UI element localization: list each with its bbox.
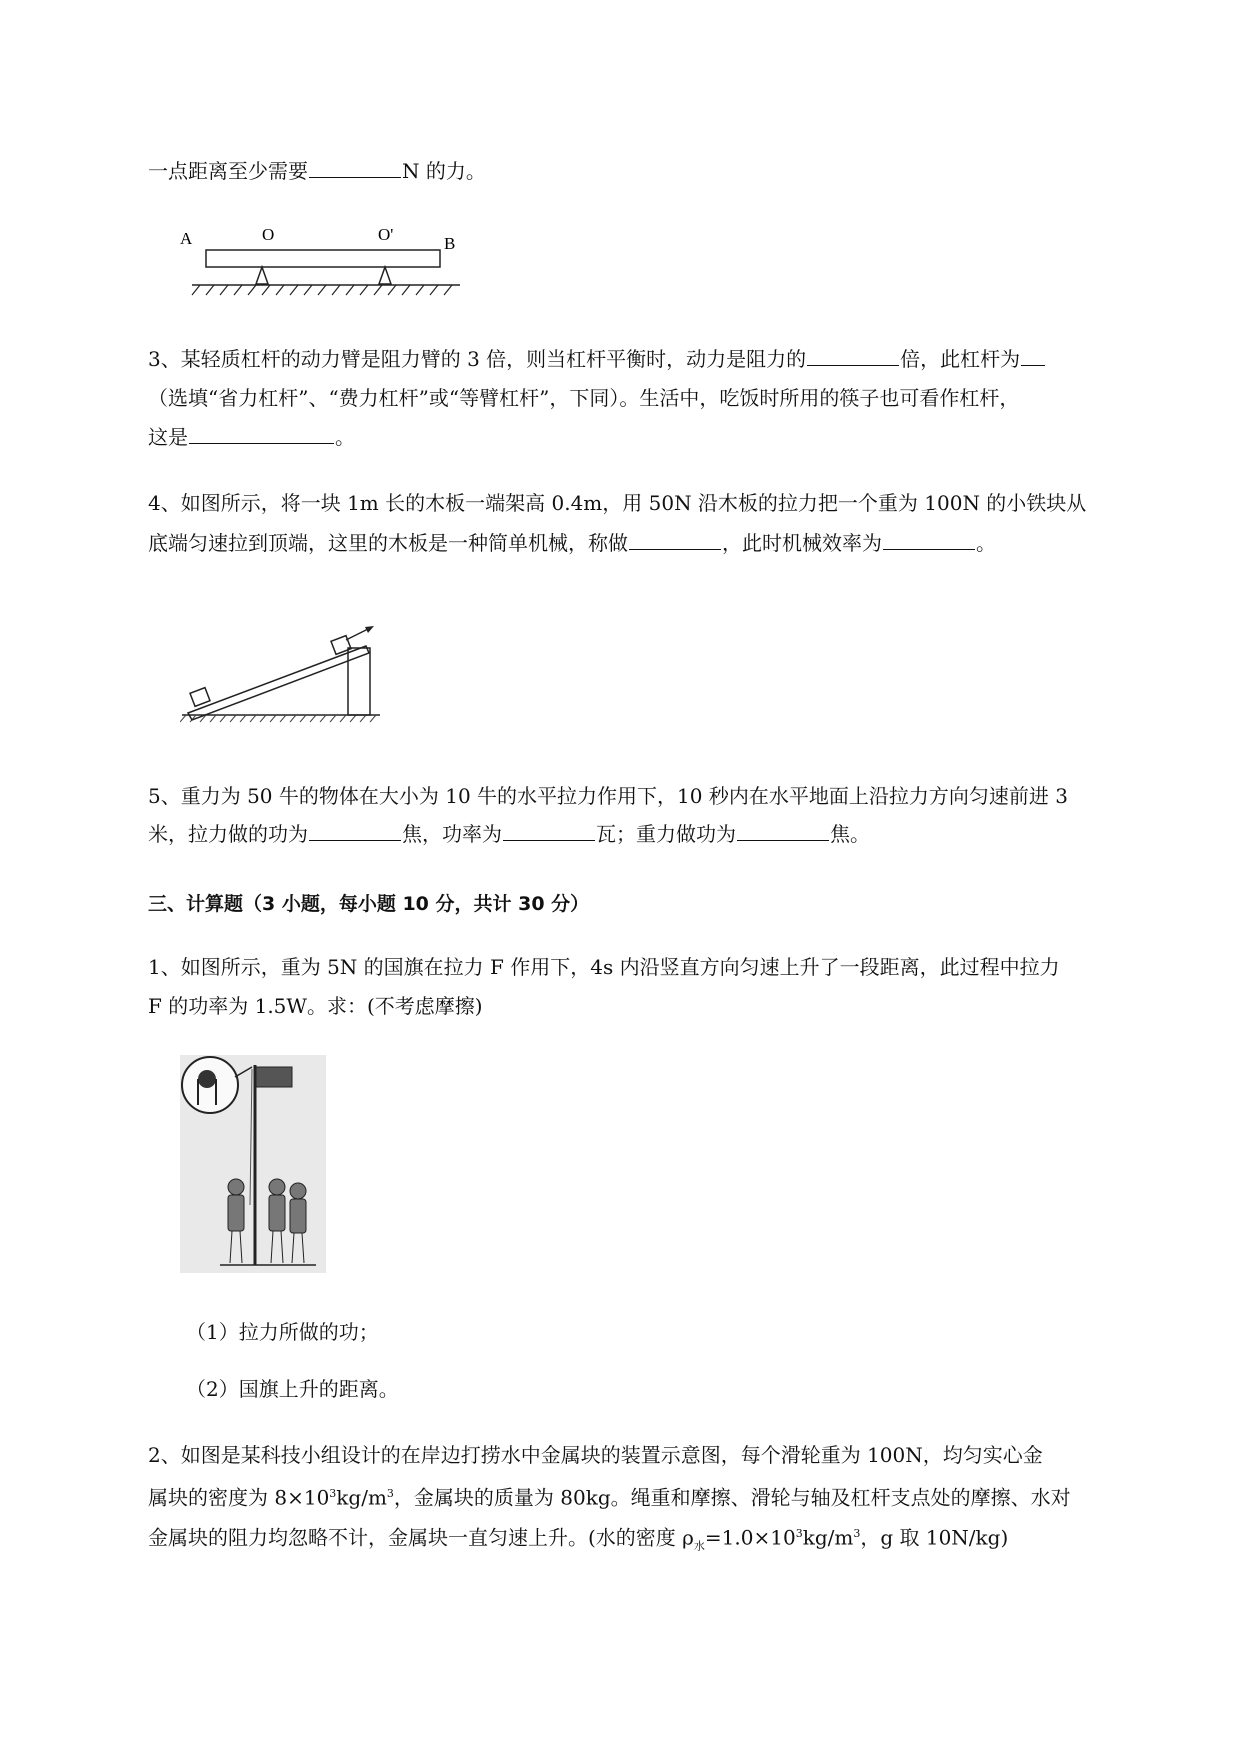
q3-line2 (148, 384, 1019, 412)
q5-line2 (148, 820, 870, 848)
lever-label-o2: O' (378, 225, 394, 244)
q5-text-4: 瓦；重力做功为 (596, 822, 736, 846)
superscript: 3 (795, 1527, 803, 1540)
q4-text-3: ，此时机械效率为 (722, 531, 882, 555)
incline-figure (180, 608, 380, 733)
answer-blank (1021, 345, 1045, 366)
ground-hatching (180, 715, 376, 722)
q4-text-4: 。 (976, 531, 996, 555)
top-line-after: N 的力。 (402, 159, 486, 183)
q4-text-2: 底端匀速拉到顶端，这里的木板是一种简单机械，称做 (148, 531, 628, 555)
lever-beam (206, 250, 440, 267)
c1-line2 (148, 992, 483, 1020)
fulcrum-o2 (379, 267, 391, 284)
c2-text-8: ，g 取 10N/kg) (860, 1525, 1009, 1550)
q3-text-4: 这是 (148, 425, 188, 449)
c2-text-2: 属块的密度为 8×10 (148, 1485, 330, 1510)
q5-line1 (148, 782, 1068, 810)
superscript: 3 (329, 1487, 337, 1500)
q3-line3 (148, 423, 355, 451)
c1-text-2: F 的功率为 1.5W。求：(不考虑摩擦) (148, 994, 483, 1018)
fulcrum-o (256, 267, 268, 284)
q5-text-3: 焦，功率为 (402, 822, 502, 846)
top-line (148, 157, 486, 185)
lever-label-a: A (180, 229, 193, 248)
c2-text-3: kg/m (336, 1485, 387, 1510)
lever-figure (178, 222, 468, 302)
c2-text-6: =1.0×10 (704, 1525, 796, 1550)
superscript: 3 (853, 1527, 861, 1540)
c2-line1 (148, 1441, 1043, 1469)
answer-blank (883, 529, 975, 550)
q5-text-2: 米，拉力做的功为 (148, 822, 308, 846)
q5-text-1: 5、重力为 50 牛的物体在大小为 10 牛的水平拉力作用下，10 秒内在水平地面上沿拉力方向匀速前进 3 (148, 784, 1068, 808)
q4-line1 (148, 489, 1086, 517)
lever-label-o: O (262, 225, 275, 244)
pulley-icon (198, 1070, 216, 1088)
ground-hatching (192, 285, 452, 295)
wooden-board (188, 646, 369, 720)
q3-line1 (148, 345, 1046, 373)
top-line-before: 一点距离至少需要 (148, 159, 308, 183)
c1-text-1: 1、如图所示，重为 5N 的国旗在拉力 F 作用下，4s 内沿竖直方向匀速上升了一段距离，此过程中拉力 (148, 955, 1060, 979)
c2-line3 (148, 1520, 1008, 1561)
q4-text-1: 4、如图所示，将一块 1m 长的木板一端架高 0.4m，用 50N 沿木板的拉力把一个重为 100N 的小铁块从 (148, 491, 1087, 515)
c2-text-4: ，金属块的质量为 80kg。绳重和摩擦、滑轮与轴及杠杆支点处的摩擦、水对 (393, 1485, 1071, 1510)
block-bottom (190, 688, 210, 707)
answer-blank (807, 345, 899, 366)
flag-figure (180, 1055, 326, 1273)
flag (256, 1067, 292, 1087)
c2-text-1: 2、如图是某科技小组设计的在岸边打捞水中金属块的装置示意图，每个滑轮重为 100N，均匀实心金 (148, 1443, 1043, 1467)
q3-text-2: 倍，此杠杆为 (900, 347, 1021, 371)
answer-blank (629, 529, 721, 550)
q3-text-1: 3、某轻质杠杆的动力臂是阻力臂的 3 倍，则当杠杆平衡时，动力是阻力的 (148, 347, 807, 371)
q4-line2 (148, 529, 996, 557)
answer-blank (309, 157, 401, 178)
section-heading: 三、计算题（3 小题，每小题 10 分，共计 30 分） (148, 893, 590, 915)
answer-blank (737, 820, 829, 841)
answer-blank (503, 820, 595, 841)
c1-sub2: （2）国旗上升的距离。 (186, 1377, 399, 1401)
answer-blank (189, 423, 334, 444)
c2-line2 (148, 1480, 1071, 1512)
support-post (348, 648, 370, 715)
c2-text-7: kg/m (802, 1525, 854, 1550)
superscript: 3 (386, 1487, 394, 1500)
q3-text-3: （选填“省力杠杆”、“费力杠杆”或“等臂杠杆”，下同）。生活中，吃饭时所用的筷子也可看作杠杆， (148, 386, 1020, 410)
c1-line1 (148, 953, 1060, 981)
c2-text-5: 金属块的阻力均忽略不计，金属块一直匀速上升。(水的密度 ρ (148, 1525, 694, 1550)
subscript: 水 (693, 1539, 705, 1553)
c1-sub1: （1）拉力所做的功； (186, 1320, 379, 1344)
q5-text-5: 焦。 (830, 822, 870, 846)
q3-text-5: 。 (335, 425, 355, 449)
lever-label-b: B (444, 234, 456, 253)
answer-blank (309, 820, 401, 841)
arrow-head (365, 626, 374, 633)
